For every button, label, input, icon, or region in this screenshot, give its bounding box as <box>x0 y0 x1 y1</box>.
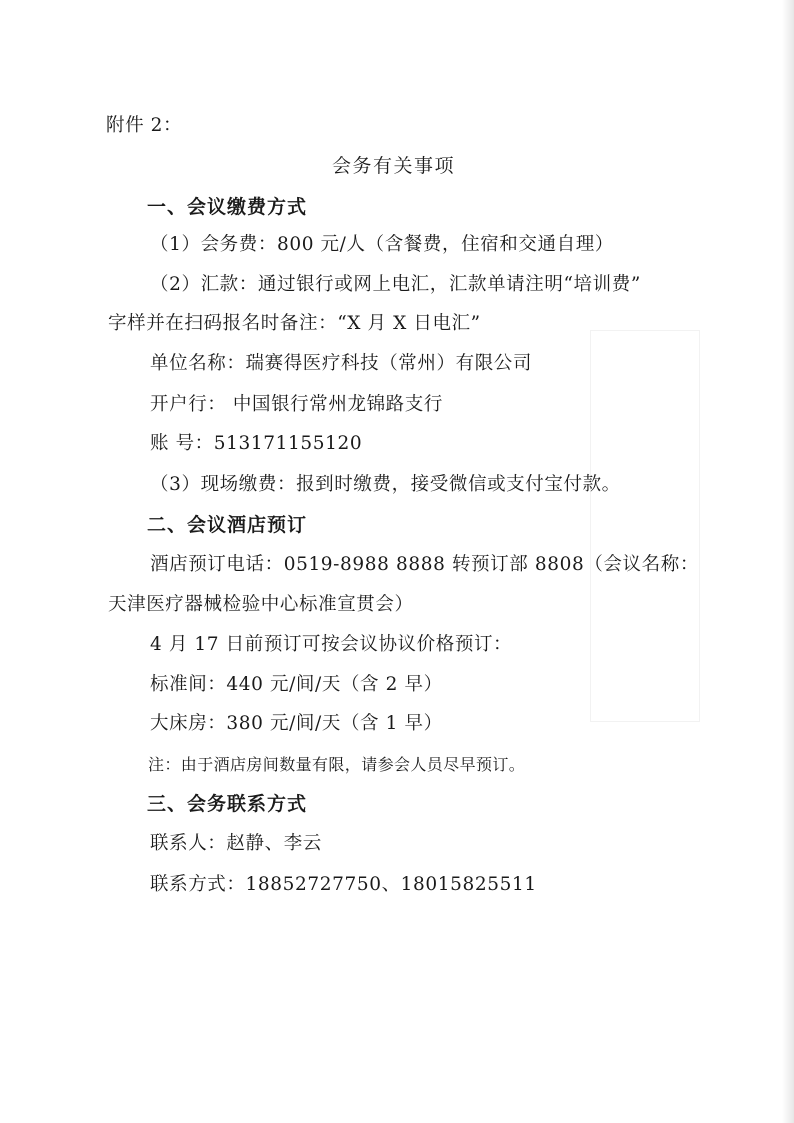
hotel-note: 注：由于酒店房间数量有限，请参会人员尽早预订。 <box>148 755 526 774</box>
hotel-phone-line1: 酒店预订电话：0519-8988 8888 转预订部 8808（会议名称： <box>150 554 699 575</box>
bleed-through-mark <box>590 330 700 722</box>
king-room-price: 大床房：380 元/间/天（含 1 早） <box>150 713 443 734</box>
section-heading-hotel: 二、会议酒店预订 <box>147 514 308 536</box>
section-heading-contact: 三、会务联系方式 <box>147 793 308 815</box>
document-title: 会务有关事项 <box>332 155 456 177</box>
standard-room-price: 标准间：440 元/间/天（含 2 早） <box>150 674 443 695</box>
payment-item-transfer-line2: 字样并在扫码报名时备注：“X 月 X 日电汇” <box>108 313 481 334</box>
contact-phones: 联系方式：18852727750、18015825511 <box>150 874 537 895</box>
account-number: 账 号：513171155120 <box>150 433 363 454</box>
payment-item-fee: （1）会务费：800 元/人（含餐费，住宿和交通自理） <box>150 234 614 255</box>
contact-persons: 联系人：赵静、李云 <box>150 833 322 854</box>
booking-deadline: 4 月 17 日前预订可按会议协议价格预订： <box>150 634 513 655</box>
section-heading-payment: 一、会议缴费方式 <box>147 196 308 218</box>
attachment-label: 附件 2： <box>106 115 183 136</box>
bank-name: 开户行： 中国银行常州龙锦路支行 <box>150 394 443 415</box>
hotel-phone-line2: 天津医疗器械检验中心标准宣贯会） <box>108 594 414 615</box>
payment-item-transfer-line1: （2）汇款：通过银行或网上电汇，汇款单请注明“培训费” <box>150 274 641 295</box>
account-name: 单位名称：瑞赛得医疗科技（常州）有限公司 <box>150 353 533 374</box>
payment-item-onsite: （3）现场缴费：报到时缴费，接受微信或支付宝付款。 <box>150 474 621 495</box>
scan-edge-shadow <box>782 0 794 1123</box>
